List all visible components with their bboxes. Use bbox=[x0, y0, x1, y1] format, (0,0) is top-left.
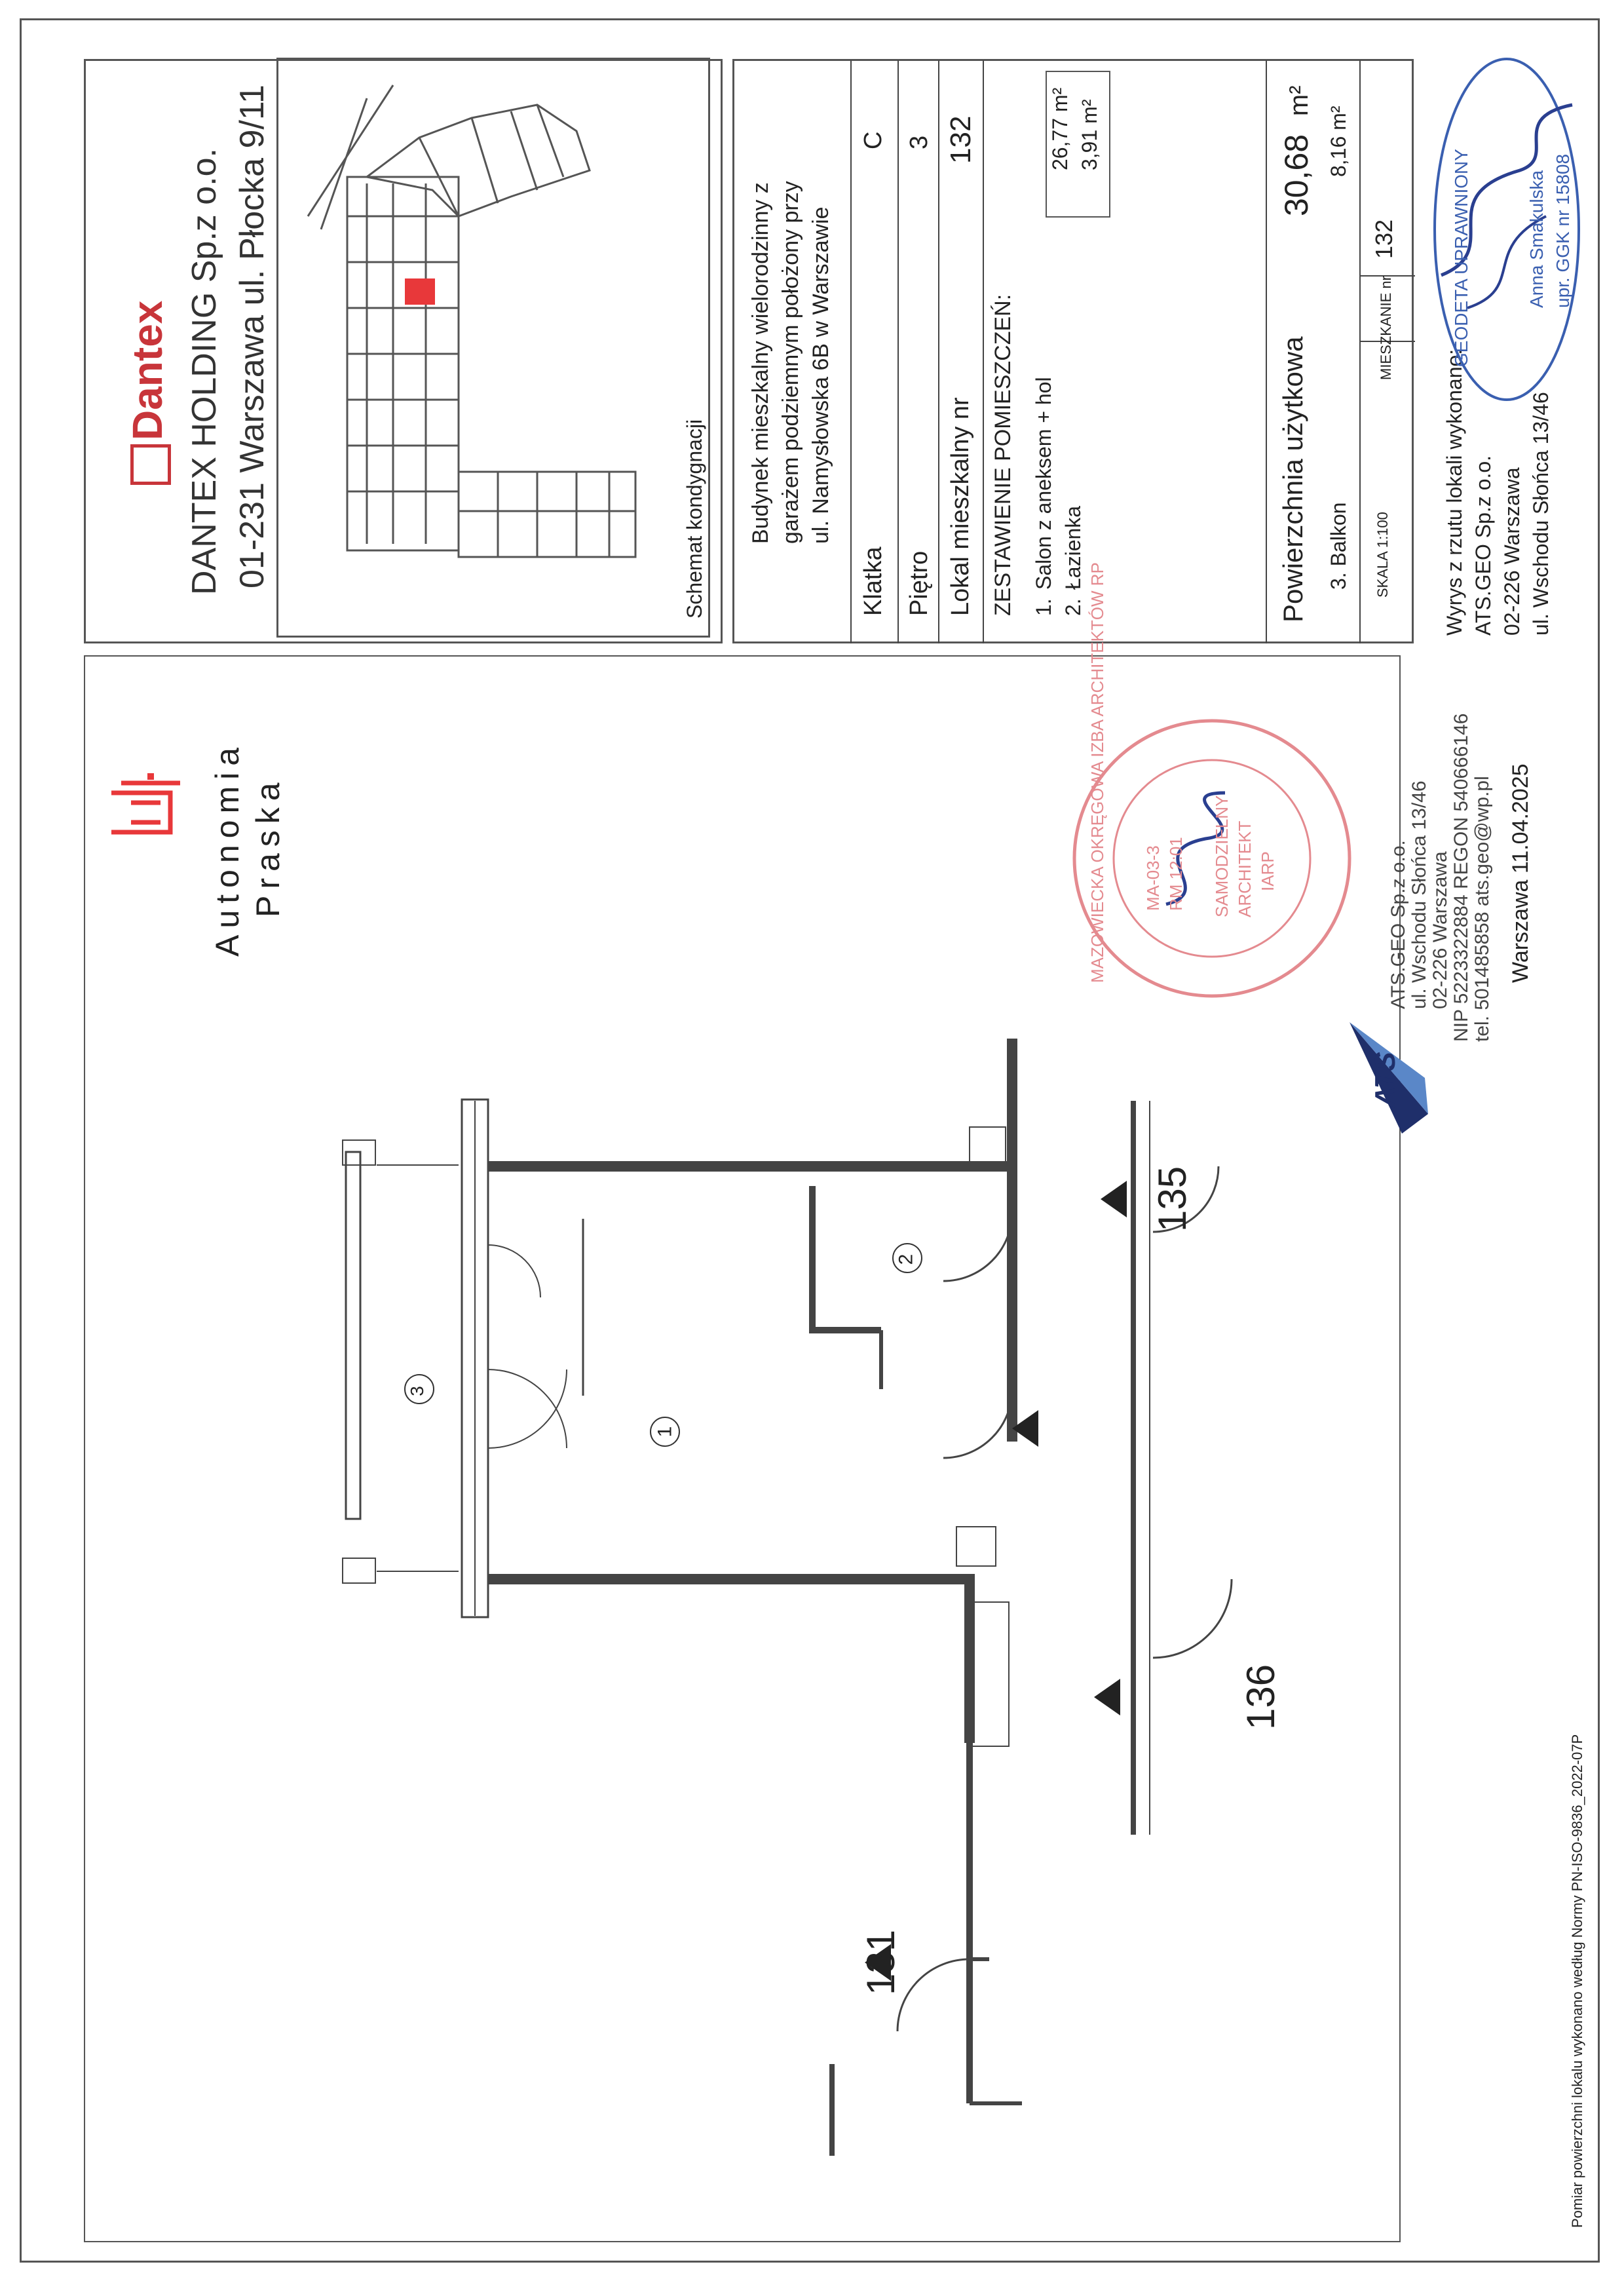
neighbor-131: 131 bbox=[859, 1929, 903, 1995]
ats-line5: tel. 501485858 ats.geo@wp.pl bbox=[1471, 776, 1493, 1042]
room-1-area: 26,77 m² bbox=[1048, 87, 1072, 170]
klatka-value: C bbox=[859, 131, 887, 149]
entrance-arrow-135 bbox=[1101, 1181, 1127, 1217]
footer-note: Pomiar powierzchni lokalu wykonano według Normy PN-ISO-9836_2022-07P bbox=[1569, 1734, 1585, 2228]
ats-line1: ATS.GEO Sp.z o.o. bbox=[1388, 840, 1409, 1009]
room-2-no: 2. bbox=[1061, 598, 1085, 616]
architect-stamp-l5: IARP bbox=[1258, 851, 1277, 891]
architect-stamp-ring: MAZOWIECKA OKRĘGOWA IZBA ARCHITEKTÓW RP bbox=[1087, 562, 1107, 983]
building-desc-1: Budynek mieszkalny wielorodzinny z bbox=[748, 182, 773, 544]
surveyor-line3: 02-226 Warszawa bbox=[1500, 467, 1524, 636]
klatka-label: Klatka bbox=[859, 546, 887, 616]
balcony-value: 8,16 m² bbox=[1327, 105, 1350, 177]
rooms-heading: ZESTAWIENIE POMIESZCZEŃ: bbox=[991, 294, 1015, 616]
architect-stamp-l3: SAMODZIELNY bbox=[1212, 795, 1232, 917]
pietro-label: Piętro bbox=[905, 550, 933, 616]
room-2-name: Łazienka bbox=[1061, 505, 1085, 590]
lokal-label: Lokal mieszkalny nr bbox=[947, 397, 974, 616]
room-2-area: 3,91 m² bbox=[1078, 99, 1101, 170]
building-desc-2: garażem podziemnym położony przy bbox=[778, 181, 803, 544]
balcony-label: 3. Balkon bbox=[1327, 502, 1350, 590]
room-label-2: 2 bbox=[895, 1253, 917, 1265]
surveyor-stamp-l1: GEODETA UPRAWNIONY bbox=[1451, 149, 1471, 367]
project-logo-line1: Autonomia bbox=[209, 740, 246, 957]
ats-line3: 02-226 Warszawa bbox=[1429, 851, 1451, 1009]
usable-area-label: Powierzchnia użytkowa bbox=[1277, 336, 1308, 622]
room-label-3: 3 bbox=[406, 1386, 427, 1396]
architect-stamp-l4: ARCHITEKT bbox=[1235, 820, 1255, 917]
room-1-no: 1. bbox=[1032, 598, 1055, 616]
company-address: 01-231 Warszawa ul. Płocka 9/11 bbox=[233, 85, 271, 588]
surveyor-line2: ATS.GEO Sp.z o.o. bbox=[1471, 455, 1495, 636]
ats-line4: NIP 5223322884 REGON 540666146 bbox=[1450, 713, 1472, 1042]
architect-stamp-l2: RM 12:01 bbox=[1166, 837, 1186, 911]
unit-label: MIESZKANIE nr bbox=[1378, 276, 1394, 380]
pietro-value: 3 bbox=[905, 135, 933, 149]
room-1-name: Salon z aneksem + hol bbox=[1032, 377, 1055, 590]
surveyor-stamp-l3: upr. GGK nr 15808 bbox=[1553, 153, 1573, 308]
ats-logo: ATS bbox=[1369, 1052, 1401, 1107]
usable-area-value: 30,68 m² bbox=[1278, 85, 1315, 216]
project-logo-line2: Praska bbox=[250, 776, 286, 917]
surveyor-stamp-l2: Anna Smakulska bbox=[1526, 170, 1547, 308]
building-desc-3: ul. Namysłowska 6B w Warszawie bbox=[808, 206, 833, 544]
company-name: DANTEX HOLDING Sp.z o.o. bbox=[185, 148, 223, 595]
neighbor-136: 136 bbox=[1239, 1664, 1283, 1730]
schema-label: Schemat kondygnacji bbox=[683, 419, 706, 619]
scale-label: SKALA 1:100 bbox=[1374, 512, 1391, 598]
lokal-value: 132 bbox=[945, 115, 977, 164]
ats-date: Warszawa 11.04.2025 bbox=[1508, 763, 1533, 983]
architect-stamp-l1: MA-03-3 bbox=[1143, 845, 1163, 911]
neighbor-135: 135 bbox=[1150, 1166, 1194, 1232]
unit-value: 132 bbox=[1370, 219, 1397, 259]
room-label-1: 1 bbox=[654, 1426, 676, 1438]
surveyor-line4: ul. Wschodu Słońca 13/46 bbox=[1529, 392, 1553, 636]
dantex-logo: Dantex bbox=[123, 301, 172, 485]
ats-line2: ul. Wschodu Słońca 13/46 bbox=[1408, 780, 1430, 1009]
entrance-arrow-136 bbox=[1094, 1679, 1120, 1715]
surveyor-line1: Wyrys z rzutu lokali wykonano: bbox=[1443, 349, 1466, 636]
